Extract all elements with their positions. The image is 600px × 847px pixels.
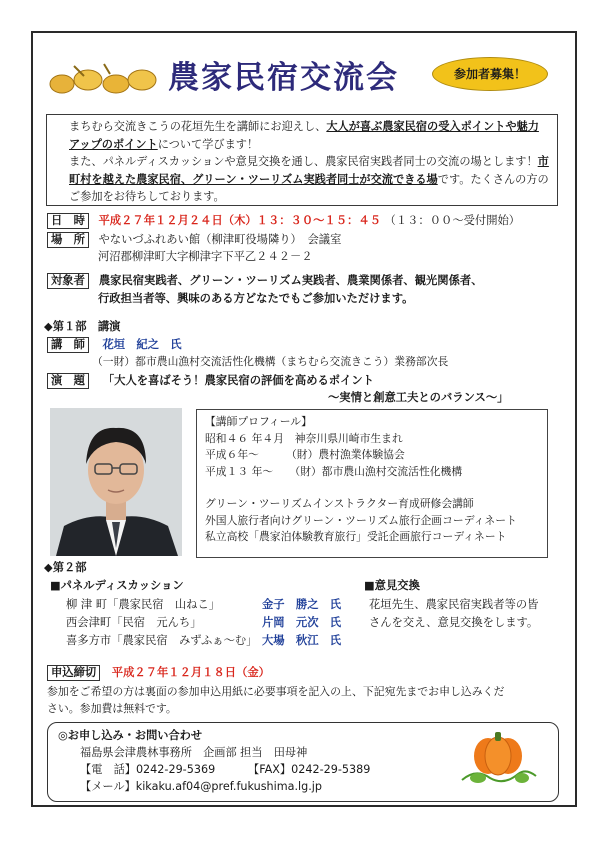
panelist-row — [66, 614, 341, 631]
panelist-name: 大場 秋江 氏 — [262, 634, 342, 647]
profile-line: グリーン・ツーリズムインストラクター育成研修会講師 — [205, 497, 474, 510]
target-line-2: 行政担当者等、興味のある方どなたでもご参加いただけます。 — [98, 292, 414, 305]
place-row — [47, 231, 341, 248]
part1-heading: ◆第１部 講演 — [44, 320, 121, 333]
panelist-row — [66, 596, 341, 613]
date-row — [47, 212, 520, 229]
panelist-name: 片岡 元次 氏 — [262, 616, 342, 629]
panel-heading: ■パネルディスカッション — [50, 579, 184, 592]
topic-label: 演 題 — [47, 373, 89, 389]
corn-illustration — [44, 56, 164, 100]
place-value: やないづふれあい館（柳津町役場隣り） 会議室 — [98, 233, 342, 246]
panelist-place: 喜多方市「農家民宿 みずふぁ～む」 — [66, 634, 258, 647]
panelist-row — [66, 632, 341, 649]
intro-highlight: 大人が喜ぶ農家民宿の受入ポイントや魅力アップのポイント — [69, 120, 539, 151]
lecturer-photo — [50, 408, 182, 556]
page-title: 農家民宿交流会 — [168, 60, 399, 96]
place-address: 河沼郡柳津町大字柳津字下平乙２４２－２ — [98, 250, 313, 263]
profile-box — [196, 409, 548, 558]
topic-main: 「大人を喜ばそう！農家民宿の評価を高めるポイント — [102, 374, 374, 387]
date-value: 平成２７年１２月２４日（木）１３：３０～１５：４５ — [98, 214, 381, 227]
contact-fax: 【FAX】0242-29-5389 — [248, 763, 371, 776]
intro-box — [46, 114, 558, 206]
lecturer-name: 花垣 紀之 氏 — [102, 338, 182, 351]
intro-paragraph-2 — [55, 153, 549, 206]
date-note: （１３：００～受付開始） — [384, 214, 521, 227]
profile-line: 外国人旅行者向けグリーン・ツーリズム旅行企画コーディネート — [205, 513, 517, 527]
topic-row — [47, 372, 374, 389]
target-label: 対象者 — [47, 273, 89, 289]
panelist-place: 柳 津 町「農家民宿 山ねこ」 — [66, 598, 221, 611]
intro-text: また、パネルディスカッションや意見交換を通し、農家民宿実践者同士の交流の場とします！ — [69, 155, 538, 168]
profile-spacer — [205, 480, 539, 496]
contact-office: 福島県会津農林事務所 企画部 担当 田母神 — [80, 746, 308, 759]
intro-paragraph-1 — [55, 118, 549, 153]
date-label: 日 時 — [47, 213, 89, 229]
profile-header: 【講師プロフィール】 — [205, 415, 312, 428]
intro-text: まちむら交流きこうの花垣先生を講師にお迎えし、 — [69, 120, 327, 133]
topic-sub: ～実情と創意工夫とのバランス～」 — [328, 391, 509, 404]
deadline-note-2: さい。参加費は無料です。 — [47, 702, 177, 715]
exchange-heading: ■意見交換 — [364, 579, 420, 592]
lecturer-org: （一財）都市農山漁村交流活性化機構（まちむら交流きこう）業務部次長 — [92, 355, 449, 368]
panelist-name: 金子 勝之 氏 — [262, 598, 342, 611]
intro-text: です。たくさんの方のご参加をお待ちしております。 — [69, 172, 549, 203]
contact-heading: ◎お申し込み・お問い合わせ — [58, 729, 203, 742]
profile-line: 平成１３ 年～ （財）都市農山漁村交流活性化機構 — [205, 464, 463, 478]
pumpkin-illustration — [456, 728, 540, 788]
target-line-1: 農家民宿実践者、グリーン・ツーリズム実践者、農業関係者、観光関係者、 — [98, 274, 483, 287]
profile-line: 私立高校「農家泊体験教育旅行」受託企画旅行コーディネート — [205, 530, 507, 543]
lecturer-portrait-image — [50, 408, 182, 556]
exchange-line-1: 花垣先生、農家民宿実践者等の皆 — [369, 598, 539, 611]
recruit-badge: 参加者募集！ — [432, 57, 548, 91]
intro-text: について学びます！ — [157, 137, 259, 151]
contact-email: 【メール】kikaku.af04@pref.fukushima.lg.jp — [80, 780, 323, 793]
panelist-place: 西会津町「民宿 元んち」 — [66, 616, 202, 629]
part2-heading: ◆第２部 — [44, 561, 87, 574]
deadline-note-1: 参加をご希望の方は裏面の参加申込用紙に必要事項を記入の上、下記宛先までお申し込みくだ — [47, 685, 505, 698]
exchange-line-2: さんを交え、意見交換をします。 — [369, 616, 539, 629]
deadline-row — [47, 664, 270, 681]
place-label: 場 所 — [47, 232, 89, 248]
lecturer-label: 講 師 — [47, 337, 89, 353]
profile-line: 平成６年～ （財）農村漁業体験協会 — [205, 448, 405, 461]
target-row — [47, 272, 483, 289]
deadline-label: 申込締切 — [47, 665, 100, 681]
contact-phone: 【電 話】0242-29-5369 — [80, 763, 216, 776]
intro-highlight: 市町村を越えた農家民宿、グリーン・ツーリズム実践者同士が交流できる場 — [69, 155, 549, 186]
deadline-date: 平成２７年１２月１８日（金） — [111, 666, 270, 679]
lecturer-row — [47, 336, 182, 353]
profile-line: 昭和４６ 年４月 神奈川県川崎市生まれ — [205, 431, 403, 445]
